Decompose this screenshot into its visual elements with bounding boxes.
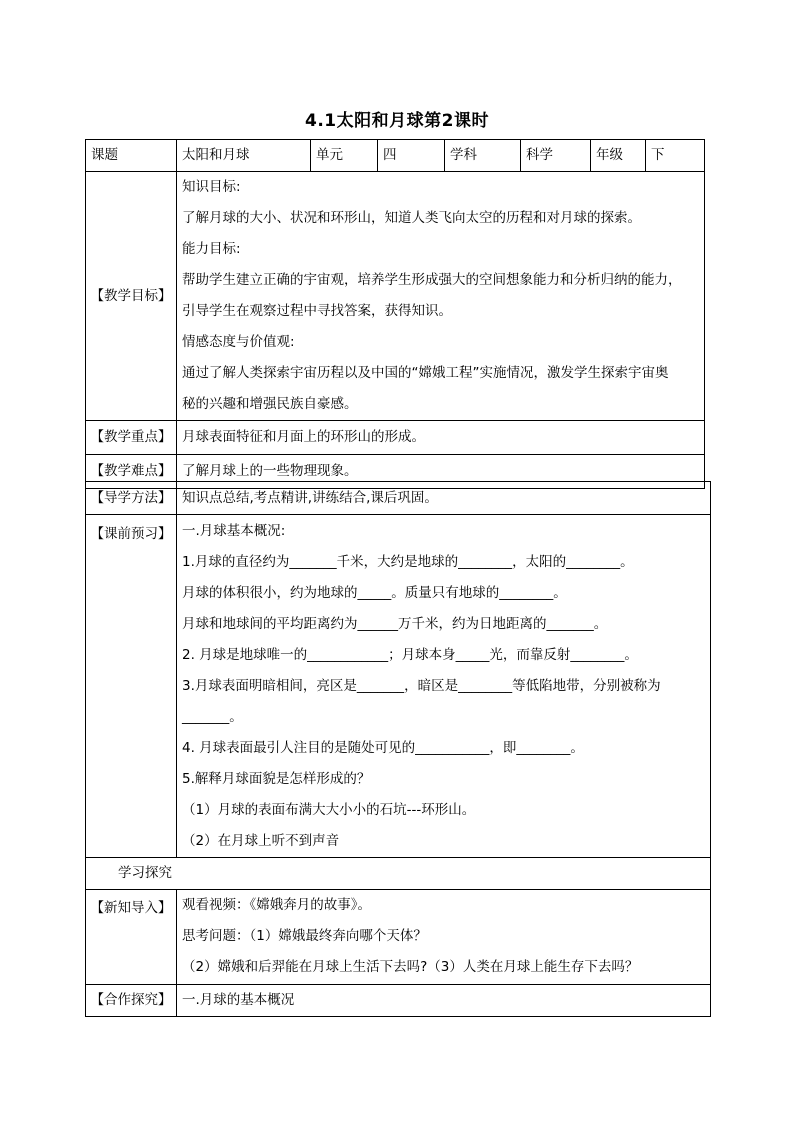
- methods-text: 知识点总结,考点精讲,讲练结合,课后巩固。: [177, 482, 711, 515]
- objective-line: 知识目标:: [182, 179, 241, 195]
- preview-line: 2. 月球是地球唯一的____________；月球本身_____光，而靠反射________。: [182, 647, 638, 663]
- difficulties-text: 了解月球上的一些物理现象。: [177, 455, 705, 489]
- preview-line: 1.月球的直径约为_______千米，大约是地球的________，太阳的________。: [182, 554, 634, 570]
- subject-label: 学科: [445, 140, 521, 172]
- preview-line: 一.月球基本概况:: [182, 523, 286, 539]
- objective-line: 了解月球的大小、状况和环形山，知道人类飞向太空的历程和对月球的探索。: [182, 210, 641, 226]
- objective-line: 能力目标:: [182, 241, 241, 257]
- new-intro-label: 【新知导入】: [86, 890, 177, 985]
- difficulties-label: 【教学难点】: [86, 455, 177, 489]
- new-intro-line: 思考问题：（1）嫦娥最终奔向哪个天体？: [182, 928, 427, 944]
- preview-line: （2）在月球上听不到声音: [182, 833, 340, 849]
- subject-value: 科学: [521, 140, 591, 172]
- objective-line: 帮助学生建立正确的宇宙观，培养学生形成强大的空间想象能力和分析归纳的能力，: [182, 272, 682, 288]
- objectives-label: 【教学目标】: [86, 172, 177, 421]
- preview-line: 4. 月球表面最引人注目的是随处可见的___________，即________。: [182, 740, 584, 756]
- preview-row: [86, 515, 711, 858]
- study-row: [86, 858, 711, 890]
- objective-line: 秘的兴趣和增强民族自豪感。: [182, 396, 358, 412]
- objectives-content: [177, 172, 705, 421]
- preview-line: 月球和地球间的平均距离约为______万千米，约为日地距离的_______。: [182, 616, 608, 632]
- lesson-process-table: [85, 481, 711, 1017]
- unit-label: 单元: [311, 140, 378, 172]
- cooperation-text: 一.月球的基本概况: [177, 985, 711, 1017]
- preview-line: 月球的体积很小，约为地球的_____。质量只有地球的________。: [182, 585, 567, 601]
- new-intro-line: 观看视频：《嫦娥奔月的故事》。: [182, 897, 371, 913]
- key-points-row: [86, 421, 705, 455]
- new-intro-line: （2）嫦娥和后羿能在月球上生活下去吗?（3）人类在月球上能生存下去吗？: [182, 959, 639, 975]
- preview-line: 5.解释月球面貌是怎样形成的？: [182, 771, 371, 787]
- preview-line: _______。: [182, 709, 243, 725]
- topic-label: 课题: [86, 140, 177, 172]
- key-points-text: 月球表面特征和月面上的环形山的形成。: [177, 421, 705, 455]
- objectives-row: [86, 172, 705, 421]
- unit-value: 四: [378, 140, 445, 172]
- objective-line: 通过了解人类探索宇宙历程以及中国的“嫦娥工程”实施情况，激发学生探索宇宙奥: [182, 365, 669, 381]
- page-title: 4.1太阳和月球第2课时: [305, 111, 489, 131]
- cooperation-label: 【合作探究】: [86, 985, 177, 1017]
- methods-label: 【导学方法】: [86, 482, 177, 515]
- lesson-info-table: [85, 139, 705, 489]
- objective-line: 引导学生在观察过程中寻找答案，获得知识。: [182, 303, 452, 319]
- study-heading: 学习探究: [86, 858, 711, 890]
- preview-label: 【课前预习】: [86, 515, 177, 858]
- preview-line: 3.月球表面明暗相间，亮区是_______，暗区是________等低陷地带，分别被称为: [182, 678, 661, 694]
- new-intro-row: [86, 890, 711, 985]
- grade-label: 年级: [591, 140, 646, 172]
- objective-line: 情感态度与价值观:: [182, 334, 295, 350]
- grade-value: 下: [646, 140, 705, 172]
- topic-value: 太阳和月球: [177, 140, 311, 172]
- cooperation-row: [86, 985, 711, 1017]
- header-row: [86, 140, 705, 172]
- preview-line: （1）月球的表面布满大大小小的石坑---环形山。: [182, 802, 476, 818]
- methods-row: [86, 482, 711, 515]
- preview-content: [177, 515, 711, 858]
- key-points-label: 【教学重点】: [86, 421, 177, 455]
- new-intro-content: [177, 890, 711, 985]
